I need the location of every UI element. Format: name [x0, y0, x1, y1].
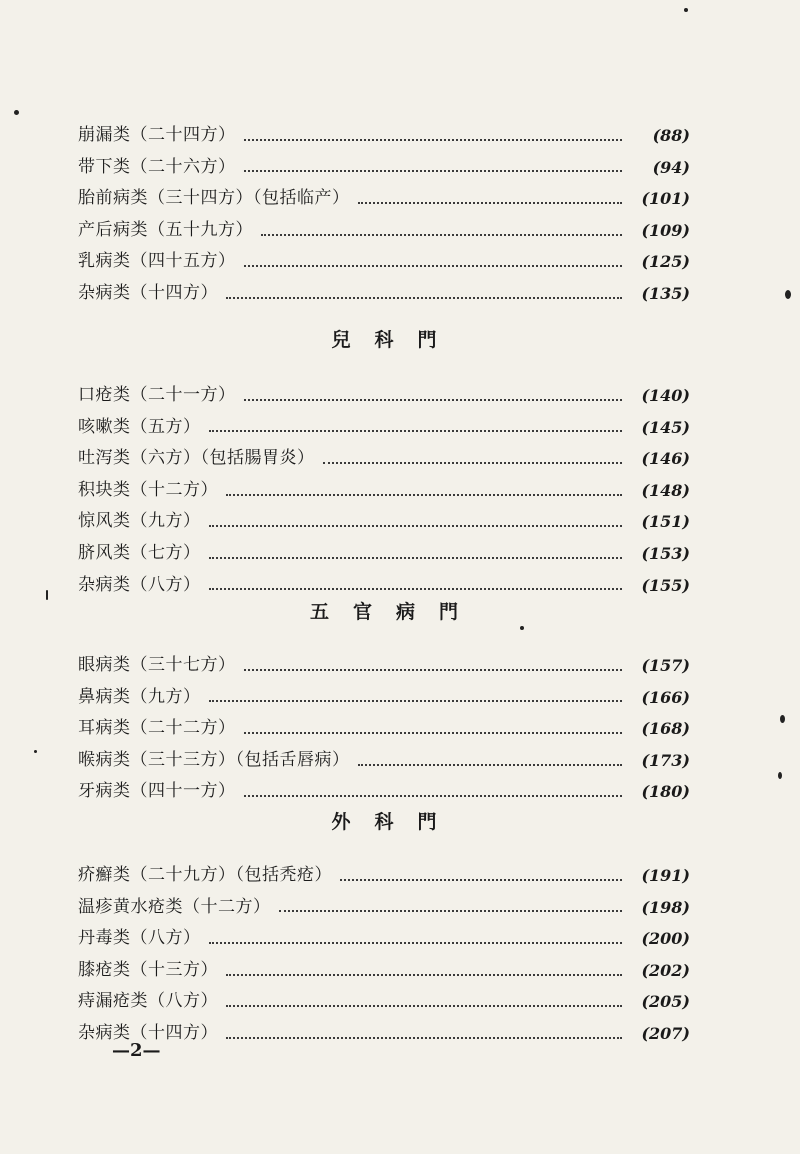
section-surgery	[78, 808, 690, 1050]
entry-page: (135)	[641, 283, 690, 303]
dot-leader	[226, 1037, 622, 1039]
entry-page: (157)	[641, 656, 690, 675]
toc-entry[interactable]	[78, 278, 690, 310]
dot-leader	[340, 879, 622, 881]
section-five-senses	[78, 598, 690, 808]
dot-leader	[209, 525, 623, 527]
entry-page: (151)	[641, 512, 690, 532]
entry-label: 惊风类（九方）	[78, 511, 201, 532]
entry-label: 杂病类（十四方）	[78, 282, 218, 303]
entry-page: (205)	[641, 992, 690, 1012]
entry-label: 喉病类（三十三方）（包括舌唇病）	[78, 749, 350, 770]
print-speck	[780, 715, 785, 723]
entry-page: (88)	[652, 126, 690, 145]
section-heading: 外科門	[331, 811, 461, 833]
section-heading: 兒科門	[331, 329, 461, 351]
entry-label: 脐风类（七方）	[78, 542, 201, 563]
toc-entry[interactable]	[78, 955, 690, 987]
dot-leader	[244, 795, 623, 797]
toc-entry[interactable]	[78, 443, 690, 475]
entry-page: (166)	[641, 687, 690, 707]
section-gynecology-continued	[78, 120, 690, 310]
entry-page: (155)	[641, 575, 690, 595]
entry-page: (207)	[641, 1023, 690, 1043]
dot-leader	[244, 399, 623, 401]
section-heading: 五官病門	[309, 601, 482, 623]
entry-label: 牙病类（四十一方）	[78, 781, 236, 802]
dot-leader	[323, 462, 623, 464]
dot-leader	[261, 234, 622, 236]
entry-page: (202)	[641, 960, 690, 980]
entry-label: 杂病类（八方）	[78, 574, 201, 595]
dot-leader	[358, 764, 623, 766]
page-number: —2—	[112, 1040, 161, 1061]
toc-entry[interactable]	[78, 650, 690, 682]
toc-entry[interactable]	[78, 246, 690, 278]
toc-entry[interactable]	[78, 183, 690, 215]
entry-label: 带下类（二十六方）	[78, 156, 236, 177]
toc-entry[interactable]	[78, 1018, 690, 1050]
dot-leader	[244, 170, 623, 172]
dot-leader	[209, 942, 623, 944]
toc-entry[interactable]	[78, 152, 690, 184]
entry-label: 膝疮类（十三方）	[78, 959, 218, 980]
dot-leader	[226, 1005, 622, 1007]
toc-entry[interactable]	[78, 860, 690, 892]
entry-page: (198)	[641, 897, 690, 917]
entry-page: (200)	[641, 929, 690, 949]
entry-page: (153)	[641, 543, 690, 563]
dot-leader	[209, 700, 623, 702]
dot-leader	[226, 494, 622, 496]
print-speck	[778, 772, 782, 779]
entry-label: 温疹黄水疮类（十二方）	[78, 896, 271, 917]
dot-leader	[226, 974, 622, 976]
dot-leader	[226, 297, 622, 299]
entry-label: 吐泻类（六方）（包括腸胃炎）	[78, 448, 315, 469]
entry-page: (125)	[641, 252, 690, 272]
entry-page: (94)	[652, 157, 690, 177]
dot-leader	[244, 669, 623, 671]
dot-leader	[244, 732, 623, 734]
toc-entry[interactable]	[78, 713, 690, 745]
dot-leader	[279, 910, 623, 912]
dot-leader	[358, 202, 623, 204]
entry-page: (168)	[641, 719, 690, 739]
entry-label: 胎前病类（三十四方）（包括临产）	[78, 188, 350, 209]
entry-label: 口疮类（二十一方）	[78, 385, 236, 405]
dot-leader	[209, 588, 623, 590]
entry-label: 乳病类（四十五方）	[78, 251, 236, 272]
entry-label: 疥癬类（二十九方）（包括秃疮）	[78, 865, 332, 885]
entry-label: 耳病类（二十二方）	[78, 718, 236, 739]
dot-leader	[209, 430, 623, 432]
toc-entry[interactable]	[78, 923, 690, 955]
toc-entry[interactable]	[78, 682, 690, 714]
toc-entry[interactable]	[78, 412, 690, 444]
entry-label: 崩漏类（二十四方）	[78, 125, 236, 145]
print-speck	[785, 290, 791, 299]
entry-page: (140)	[641, 386, 690, 405]
entry-label: 鼻病类（九方）	[78, 686, 201, 707]
dot-leader	[244, 139, 623, 141]
print-speck	[34, 750, 37, 753]
entry-page: (145)	[641, 417, 690, 437]
entry-page: (109)	[641, 220, 690, 240]
entry-label: 杂病类（十四方）	[78, 1022, 218, 1043]
toc-entry[interactable]	[78, 745, 690, 777]
entry-page: (180)	[641, 782, 690, 802]
toc-entry[interactable]	[78, 215, 690, 247]
entry-label: 咳嗽类（五方）	[78, 416, 201, 437]
toc-entry[interactable]	[78, 892, 690, 924]
toc-entry[interactable]	[78, 380, 690, 412]
print-speck	[684, 8, 688, 12]
print-speck	[14, 110, 19, 115]
entry-label: 眼病类（三十七方）	[78, 655, 236, 675]
print-speck	[46, 590, 48, 600]
entry-page: (101)	[641, 189, 690, 209]
section-pediatrics	[78, 326, 690, 601]
toc-entry[interactable]	[78, 986, 690, 1018]
dot-leader	[244, 265, 623, 267]
toc-entry[interactable]	[78, 538, 690, 570]
toc-entry[interactable]	[78, 506, 690, 538]
toc-entry[interactable]	[78, 776, 690, 808]
entry-page: (148)	[641, 480, 690, 500]
toc-entry[interactable]	[78, 120, 690, 152]
dot-leader	[209, 557, 623, 559]
entry-label: 丹毒类（八方）	[78, 928, 201, 949]
entry-label: 痔漏疮类（八方）	[78, 991, 218, 1012]
entry-page: (173)	[641, 750, 690, 770]
entry-page: (146)	[641, 449, 690, 469]
entry-page: (191)	[641, 866, 690, 885]
entry-label: 产后病类（五十九方）	[78, 219, 253, 240]
entry-label: 积块类（十二方）	[78, 479, 218, 500]
toc-entry[interactable]	[78, 570, 690, 602]
toc-entry[interactable]	[78, 475, 690, 507]
